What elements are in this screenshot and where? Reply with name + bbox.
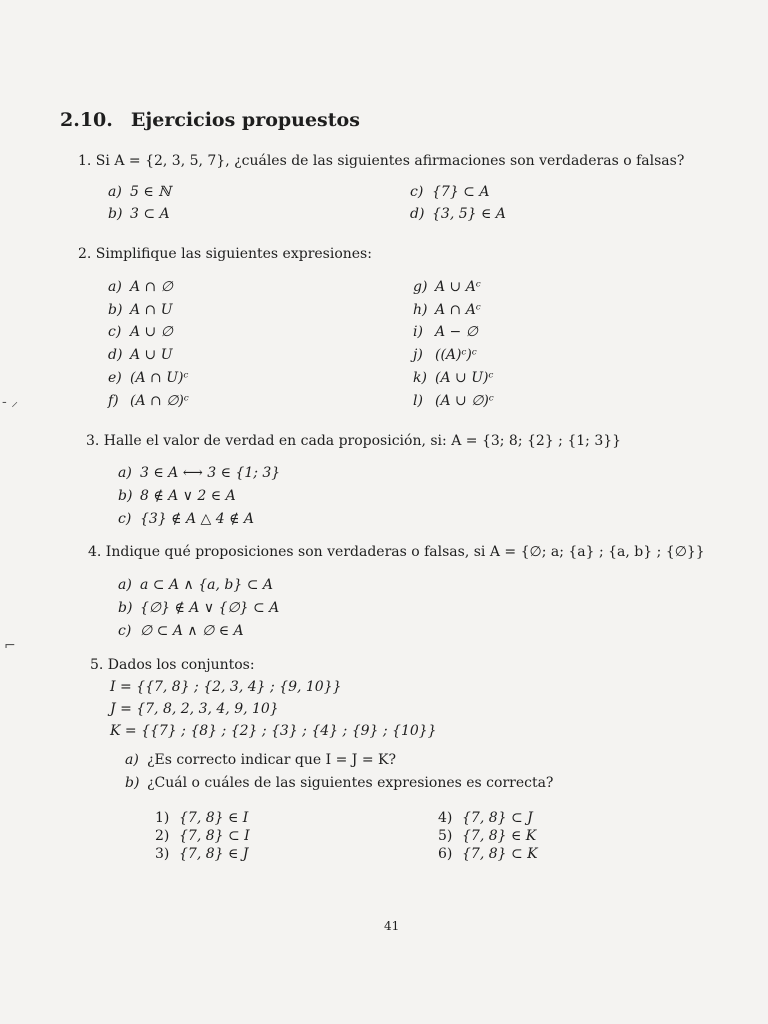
item-label: f) [108, 393, 119, 409]
exercise-2-item-j [413, 345, 477, 365]
item-expression: 3 ∈ A ⟷ 3 ∈ {1; 3} [140, 465, 281, 481]
section-number: 2.10. [60, 109, 113, 131]
item-label: c) [108, 324, 122, 340]
item-label: b) [108, 206, 123, 222]
exercise-5-stem: 5. Dados los conjuntos: [90, 657, 255, 673]
item-label: c) [118, 623, 132, 639]
item-label: b) [125, 775, 140, 791]
item-expression: (A ∩ U)ᶜ [130, 370, 189, 386]
item-expression: a ⊂ A ∧ {a, b} ⊂ A [140, 577, 273, 593]
item-expression: A ∩ Aᶜ [435, 302, 481, 318]
margin-pen-mark: - ⸝ [2, 394, 19, 410]
item-expression: ∅ ⊂ A ∧ ∅ ∈ A [140, 623, 244, 639]
item-expression: A ∪ ∅ [130, 324, 173, 340]
item-expression: {3, 5} ∈ A [432, 206, 506, 222]
exercise-2-item-e [108, 368, 188, 388]
exercise-4-stem: 4. Indique qué proposiciones son verdaderas o falsas, si A = {∅; a; {a} ; {a, b} ; {∅}} [88, 544, 705, 560]
item-label: a) [108, 279, 122, 295]
exercise-5-question-b [125, 773, 553, 793]
set-j-definition: J = {7, 8, 2, 3, 4, 9, 10} [110, 701, 279, 717]
option-label: 4) [438, 810, 453, 826]
item-label: d) [108, 347, 123, 363]
exercise-2-item-k [413, 368, 493, 388]
item-label: b) [118, 488, 133, 504]
option-label: 6) [438, 846, 453, 862]
item-expression: 8 ∉ A ∨ 2 ∈ A [140, 488, 236, 504]
item-label: g) [413, 279, 428, 295]
item-expression: ((A)ᶜ)ᶜ [435, 347, 477, 363]
item-expression: A ∩ U [130, 302, 173, 318]
exercise-2-stem: 2. Simplifique las siguientes expresiones: [78, 246, 372, 262]
margin-pen-mark: ⌐ [4, 638, 16, 654]
option-label: 1) [155, 810, 170, 826]
option-label: 5) [438, 828, 453, 844]
item-expression: {3} ∉ A △ 4 ∉ A [140, 511, 255, 527]
exercise-2-item-l [413, 391, 494, 411]
exercise-1-item-d [410, 204, 506, 224]
option-expression: {7, 8} ⊂ K [462, 846, 538, 862]
item-label: b) [118, 600, 133, 616]
item-label: k) [413, 370, 427, 386]
option-label: 3) [155, 846, 170, 862]
exercise-5-option-2 [155, 826, 250, 846]
exercise-2-item-i [413, 322, 478, 342]
exercise-2-item-b [108, 300, 173, 320]
item-label: l) [413, 393, 423, 409]
item-label: c) [410, 184, 424, 200]
item-expression: A ∪ U [130, 347, 173, 363]
item-label: i) [413, 324, 423, 340]
exercise-3-stem: 3. Halle el valor de verdad en cada proposición, si: A = {3; 8; {2} ; {1; 3}} [86, 433, 622, 449]
item-expression: (A ∩ ∅)ᶜ [130, 393, 189, 409]
section-title: Ejercicios propuestos [130, 109, 360, 131]
question-text: ¿Cuál o cuáles de las siguientes expresiones es correcta? [147, 775, 554, 791]
item-label: a) [108, 184, 122, 200]
item-expression: A ∪ Aᶜ [435, 279, 481, 295]
exercise-5-option-3 [155, 844, 248, 864]
item-label: j) [413, 347, 423, 363]
exercise-2-item-f [108, 391, 189, 411]
item-expression: (A ∪ U)ᶜ [435, 370, 494, 386]
exercise-2-item-a [108, 277, 173, 297]
exercise-1-stem: 1. Si A = {2, 3, 5, 7}, ¿cuáles de las siguientes afirmaciones son verdaderas o falsas? [78, 153, 685, 169]
section-heading [60, 109, 360, 131]
option-expression: {7, 8} ∈ I [179, 810, 249, 826]
exercise-1-item-c [410, 182, 489, 202]
exercise-3-item-a [118, 463, 280, 483]
option-label: 2) [155, 828, 170, 844]
exercise-5-option-1 [155, 808, 248, 828]
option-expression: {7, 8} ⊂ J [462, 810, 533, 826]
exercise-2-item-c [108, 322, 173, 342]
item-label: d) [410, 206, 425, 222]
item-label: a) [118, 577, 132, 593]
set-i-definition: I = {{7, 8} ; {2, 3, 4} ; {9, 10}} [110, 679, 342, 695]
exercise-2-item-g [413, 277, 481, 297]
exercise-4-item-a [118, 575, 273, 595]
exercise-1-item-b [108, 204, 170, 224]
item-expression: A ∩ ∅ [130, 279, 173, 295]
item-label: b) [108, 302, 123, 318]
item-expression: {∅} ∉ A ∨ {∅} ⊂ A [140, 600, 280, 616]
exercise-3-item-b [118, 486, 236, 506]
question-text: ¿Es correcto indicar que I = J = K? [147, 752, 396, 768]
option-expression: {7, 8} ⊂ I [179, 828, 250, 844]
page-number: 41 [384, 919, 400, 933]
item-expression: 5 ∈ ℕ [130, 184, 171, 200]
exercise-3-item-c [118, 509, 254, 529]
option-expression: {7, 8} ∈ K [462, 828, 537, 844]
exercise-5-option-5 [438, 826, 536, 846]
exercise-4-item-b [118, 598, 279, 618]
item-expression: (A ∪ ∅)ᶜ [435, 393, 494, 409]
item-label: a) [118, 465, 132, 481]
exercise-2-item-d [108, 345, 173, 365]
item-expression: 3 ⊂ A [130, 206, 170, 222]
item-label: a) [125, 752, 139, 768]
exercise-5-option-6 [438, 844, 538, 864]
item-label: c) [118, 511, 132, 527]
item-label: e) [108, 370, 122, 386]
set-k-definition: K = {{7} ; {8} ; {2} ; {3} ; {4} ; {9} ; {10}} [110, 723, 437, 739]
exercise-1-item-a [108, 182, 171, 202]
item-expression: {7} ⊂ A [432, 184, 490, 200]
option-expression: {7, 8} ∈ J [179, 846, 249, 862]
exercise-4-item-c [118, 621, 244, 641]
item-expression: A − ∅ [435, 324, 478, 340]
exercise-2-item-h [413, 300, 481, 320]
item-label: h) [413, 302, 428, 318]
exercise-5-option-4 [438, 808, 533, 828]
exercise-5-question-a [125, 750, 396, 770]
